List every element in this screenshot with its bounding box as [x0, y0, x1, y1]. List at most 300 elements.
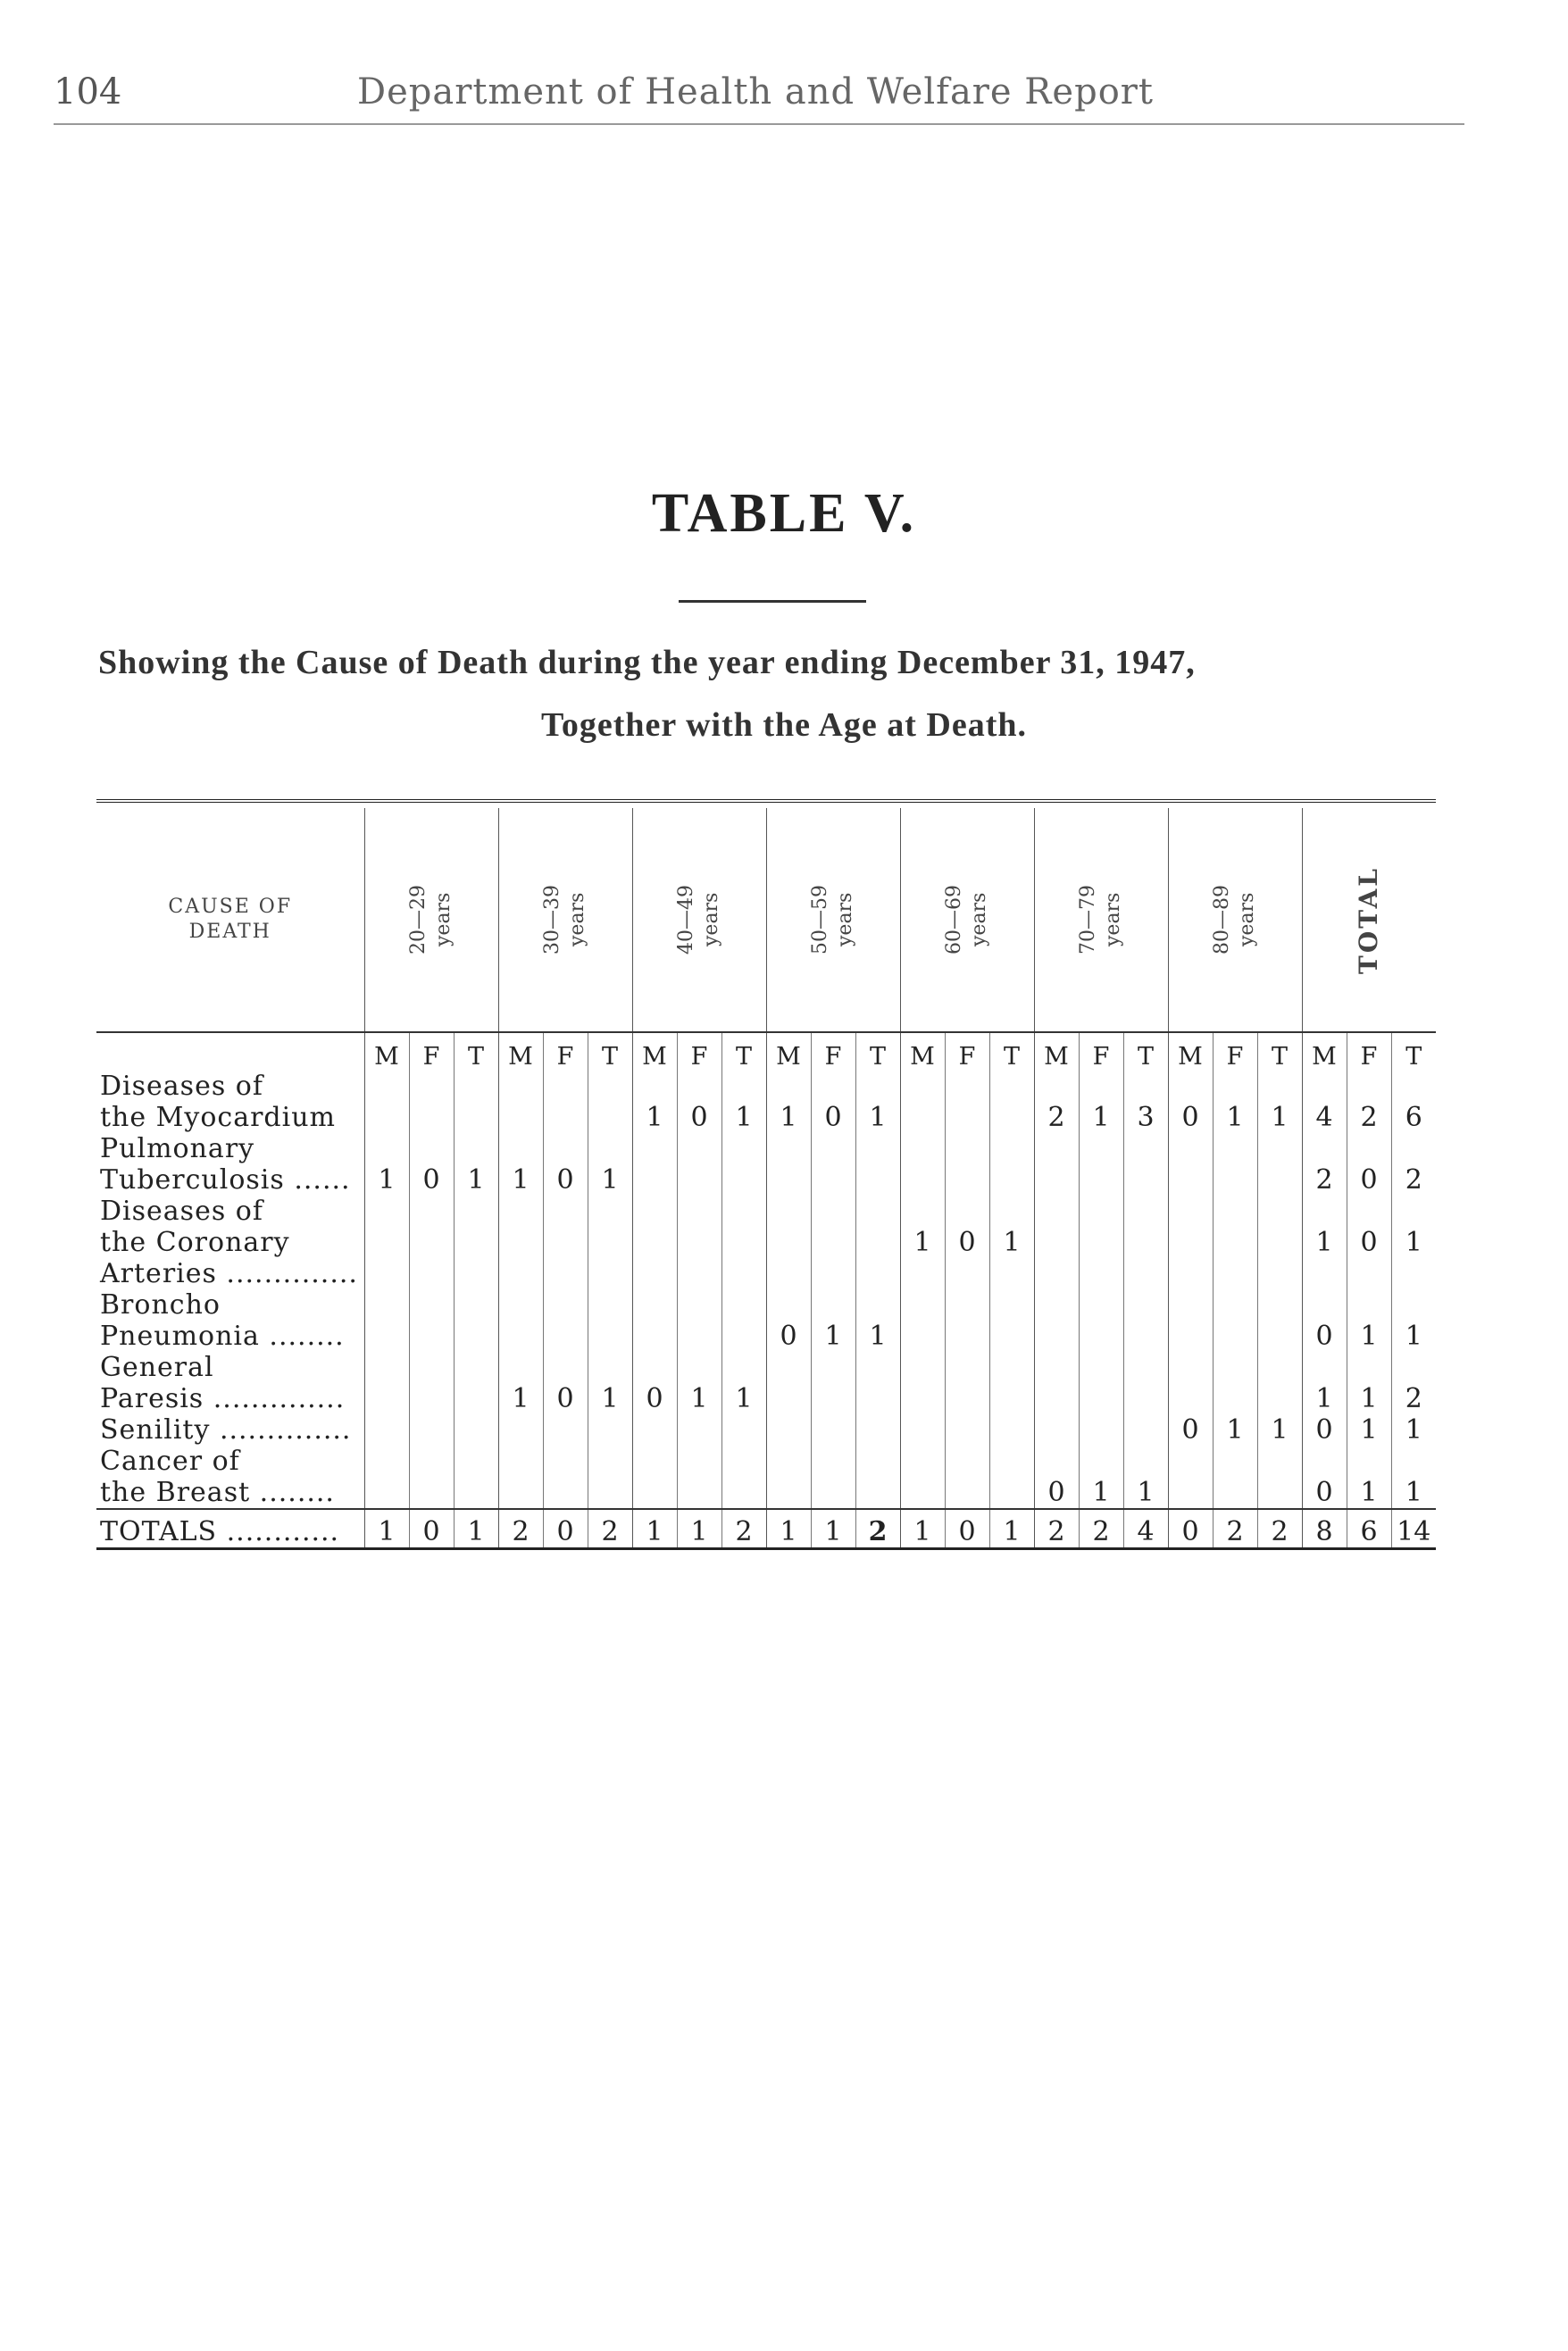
count-cell [498, 1071, 543, 1102]
count-cell: 1 [1391, 1414, 1436, 1446]
cause-header-line: CAUSE OF [168, 896, 293, 918]
count-cell: 1 [677, 1383, 721, 1414]
age-group-header [1168, 808, 1302, 1032]
count-cell [409, 1352, 454, 1383]
age-group-header [632, 808, 766, 1032]
count-cell [364, 1196, 409, 1227]
count-cell: 2 [1347, 1102, 1391, 1133]
count-cell: 0 [1034, 1477, 1079, 1509]
count-cell [498, 1227, 543, 1258]
count-cell: 2 [1034, 1102, 1079, 1133]
cause-of-death: Paresis .............. [100, 1383, 346, 1414]
count-cell [1168, 1321, 1213, 1352]
table-top-rule [96, 801, 1436, 808]
count-cell [811, 1133, 855, 1164]
age-group-label [633, 808, 766, 1031]
count-cell [364, 1102, 409, 1133]
count-cell [1257, 1477, 1302, 1509]
count-cell: 0 [1302, 1321, 1347, 1352]
count-cell [1213, 1321, 1257, 1352]
age-range: 30—39 [541, 885, 563, 955]
count-cell [1168, 1289, 1213, 1321]
count-cell [588, 1414, 632, 1446]
count-cell [454, 1196, 498, 1227]
total-count: 1 [766, 1509, 811, 1549]
count-cell [1347, 1289, 1391, 1321]
count-cell [1034, 1164, 1079, 1196]
count-cell [1079, 1133, 1123, 1164]
count-cell [588, 1102, 632, 1133]
count-cell [543, 1071, 588, 1102]
count-cell [543, 1477, 588, 1509]
count-cell: 1 [588, 1383, 632, 1414]
count-cell [1123, 1164, 1168, 1196]
count-cell [1302, 1289, 1347, 1321]
count-cell [721, 1196, 766, 1227]
count-cell [855, 1446, 900, 1477]
table-row [96, 1446, 1436, 1477]
count-cell [1168, 1352, 1213, 1383]
count-cell [855, 1383, 900, 1414]
count-cell: 1 [855, 1321, 900, 1352]
count-cell [1168, 1477, 1213, 1509]
age-range: 20—29 [407, 885, 430, 955]
count-cell [588, 1227, 632, 1258]
count-cell [1079, 1164, 1123, 1196]
count-cell [1034, 1321, 1079, 1352]
count-cell [721, 1414, 766, 1446]
count-cell [677, 1258, 721, 1289]
age-group-label [901, 808, 1034, 1031]
blank-cell [96, 1032, 364, 1071]
count-cell [409, 1446, 454, 1477]
count-cell [721, 1258, 766, 1289]
count-cell [1168, 1258, 1213, 1289]
table-row [96, 1102, 1436, 1133]
count-cell [409, 1258, 454, 1289]
sex-subheader: M [364, 1032, 409, 1071]
total-header [1302, 808, 1436, 1032]
count-cell [677, 1477, 721, 1509]
count-cell [364, 1414, 409, 1446]
sex-subheader: T [454, 1032, 498, 1071]
count-cell [900, 1071, 945, 1102]
age-range: 70—79 [1077, 885, 1099, 955]
sex-subheader: M [1034, 1032, 1079, 1071]
running-title: Department of Health and Welfare Report [357, 71, 1154, 113]
count-cell [1347, 1446, 1391, 1477]
count-cell [811, 1414, 855, 1446]
count-cell [945, 1289, 989, 1321]
count-cell [1123, 1383, 1168, 1414]
age-unit: years [566, 892, 588, 947]
count-cell [1213, 1227, 1257, 1258]
count-cell [588, 1133, 632, 1164]
count-cell [1391, 1071, 1436, 1102]
count-cell [811, 1352, 855, 1383]
count-cell [811, 1446, 855, 1477]
count-cell [989, 1289, 1034, 1321]
age-group-label [767, 808, 900, 1031]
sex-subheader: T [989, 1032, 1034, 1071]
table-row [96, 1164, 1436, 1196]
total-count: 2 [1034, 1509, 1079, 1549]
count-cell [632, 1352, 677, 1383]
count-cell [1034, 1289, 1079, 1321]
count-cell [677, 1321, 721, 1352]
count-cell [677, 1071, 721, 1102]
age-unit: years [700, 892, 722, 947]
cause-of-death-table [96, 799, 1436, 1550]
count-cell [588, 1071, 632, 1102]
count-cell [811, 1071, 855, 1102]
cause-of-death: Diseases of [100, 1071, 263, 1102]
total-count: 1 [677, 1509, 721, 1549]
running-head [54, 71, 1464, 125]
cause-of-death: the Myocardium [100, 1102, 336, 1133]
table-row [96, 1289, 1436, 1321]
count-cell [945, 1258, 989, 1289]
count-cell [1034, 1071, 1079, 1102]
sex-subheader: F [1347, 1032, 1391, 1071]
table-row [96, 1133, 1436, 1164]
count-cell [543, 1102, 588, 1133]
count-cell [1168, 1446, 1213, 1477]
count-cell [945, 1383, 989, 1414]
count-cell: 0 [677, 1102, 721, 1133]
count-cell [1347, 1133, 1391, 1164]
total-count: 0 [945, 1509, 989, 1549]
count-cell [1257, 1352, 1302, 1383]
cause-of-death: Tuberculosis ...... [100, 1164, 351, 1196]
count-cell [1079, 1446, 1123, 1477]
total-count: 0 [1168, 1509, 1213, 1549]
sex-subheader: F [409, 1032, 454, 1071]
count-cell: 1 [632, 1102, 677, 1133]
count-cell [498, 1321, 543, 1352]
count-cell [989, 1477, 1034, 1509]
count-cell [409, 1477, 454, 1509]
count-cell [945, 1414, 989, 1446]
count-cell [1213, 1071, 1257, 1102]
count-cell [1391, 1289, 1436, 1321]
count-cell [900, 1383, 945, 1414]
count-cell: 1 [811, 1321, 855, 1352]
count-cell [1302, 1196, 1347, 1227]
sex-subheader: M [1168, 1032, 1213, 1071]
count-cell [1257, 1133, 1302, 1164]
age-range-label [808, 885, 858, 955]
count-cell [766, 1164, 811, 1196]
count-cell [588, 1321, 632, 1352]
total-count: 1 [900, 1509, 945, 1549]
count-cell [989, 1164, 1034, 1196]
count-cell [1391, 1446, 1436, 1477]
count-cell [364, 1446, 409, 1477]
count-cell: 1 [1347, 1414, 1391, 1446]
count-cell [1257, 1321, 1302, 1352]
age-range: 40—49 [675, 885, 697, 955]
count-cell [632, 1258, 677, 1289]
count-cell [632, 1321, 677, 1352]
table-title: TABLE V. [651, 483, 917, 544]
count-cell: 0 [543, 1383, 588, 1414]
count-cell [588, 1446, 632, 1477]
table-row [96, 1227, 1436, 1258]
count-cell [1257, 1289, 1302, 1321]
count-cell [721, 1289, 766, 1321]
count-cell [1257, 1258, 1302, 1289]
count-cell: 1 [1213, 1414, 1257, 1446]
count-cell [454, 1289, 498, 1321]
count-cell [677, 1196, 721, 1227]
total-label: TOTAL [1354, 865, 1384, 974]
count-cell [721, 1477, 766, 1509]
count-cell [677, 1164, 721, 1196]
total-count: 1 [989, 1509, 1034, 1549]
count-cell [543, 1446, 588, 1477]
count-cell [677, 1227, 721, 1258]
count-cell: 1 [588, 1164, 632, 1196]
count-cell: 1 [1123, 1477, 1168, 1509]
age-group-header [766, 808, 900, 1032]
count-cell [1034, 1352, 1079, 1383]
count-cell: 1 [766, 1102, 811, 1133]
count-cell [1213, 1289, 1257, 1321]
count-cell [900, 1289, 945, 1321]
count-cell [1213, 1164, 1257, 1196]
count-cell: 1 [855, 1102, 900, 1133]
count-cell [454, 1133, 498, 1164]
total-count: 2 [1079, 1509, 1123, 1549]
count-cell [721, 1227, 766, 1258]
sex-subheader: F [677, 1032, 721, 1071]
count-cell [1213, 1133, 1257, 1164]
count-cell: 1 [498, 1164, 543, 1196]
count-cell: 0 [945, 1227, 989, 1258]
cause-of-death: Senility .............. [100, 1414, 352, 1446]
count-cell [811, 1227, 855, 1258]
count-cell [945, 1133, 989, 1164]
count-cell [1302, 1071, 1347, 1102]
count-cell: 1 [1391, 1477, 1436, 1509]
count-cell [1123, 1258, 1168, 1289]
count-cell [945, 1102, 989, 1133]
count-cell [945, 1196, 989, 1227]
count-cell [855, 1352, 900, 1383]
count-cell [677, 1352, 721, 1383]
total-count: 0 [543, 1509, 588, 1549]
count-cell [1213, 1258, 1257, 1289]
count-cell [409, 1321, 454, 1352]
cause-header-line: DEATH [188, 921, 271, 943]
sex-subheader: M [498, 1032, 543, 1071]
sex-subheader-row [96, 1032, 1436, 1071]
count-cell [1034, 1196, 1079, 1227]
count-cell [632, 1414, 677, 1446]
count-cell [498, 1414, 543, 1446]
count-cell [543, 1289, 588, 1321]
count-cell [588, 1289, 632, 1321]
count-cell: 1 [721, 1383, 766, 1414]
sex-subheader: T [1123, 1032, 1168, 1071]
page-number: 104 [54, 71, 122, 113]
total-count: 8 [1302, 1509, 1347, 1549]
count-cell [900, 1164, 945, 1196]
count-cell: 1 [1257, 1102, 1302, 1133]
sex-subheader: T [1391, 1032, 1436, 1071]
count-cell: 1 [1347, 1321, 1391, 1352]
age-group-header [900, 808, 1034, 1032]
table-row [96, 1071, 1436, 1102]
header-row [96, 808, 1436, 1032]
count-cell: 1 [364, 1164, 409, 1196]
table-row [96, 1196, 1436, 1227]
count-cell [989, 1258, 1034, 1289]
count-cell [1391, 1352, 1436, 1383]
count-cell [1257, 1446, 1302, 1477]
count-cell [1123, 1196, 1168, 1227]
count-cell [1123, 1071, 1168, 1102]
count-cell [945, 1071, 989, 1102]
table-row [96, 1477, 1436, 1509]
count-cell [543, 1227, 588, 1258]
count-cell [721, 1352, 766, 1383]
count-cell [543, 1352, 588, 1383]
count-cell [1347, 1258, 1391, 1289]
count-cell [409, 1383, 454, 1414]
count-cell [989, 1196, 1034, 1227]
total-count: 2 [1213, 1509, 1257, 1549]
count-cell [454, 1446, 498, 1477]
count-cell [677, 1289, 721, 1321]
count-cell [364, 1383, 409, 1414]
count-cell [1123, 1133, 1168, 1164]
count-cell [1123, 1289, 1168, 1321]
count-cell [543, 1414, 588, 1446]
count-cell [1213, 1352, 1257, 1383]
age-range: 50—59 [809, 885, 831, 955]
count-cell [498, 1258, 543, 1289]
total-count: 2 [855, 1509, 900, 1549]
count-cell: 2 [1391, 1383, 1436, 1414]
sex-subheader: T [721, 1032, 766, 1071]
caption-line-2: Together with the Age at Death. [541, 706, 1027, 744]
count-cell: 1 [1391, 1321, 1436, 1352]
count-cell [855, 1196, 900, 1227]
sex-subheader: F [1213, 1032, 1257, 1071]
total-count: 1 [632, 1509, 677, 1549]
count-cell [364, 1133, 409, 1164]
count-cell [1079, 1383, 1123, 1414]
count-cell [1302, 1133, 1347, 1164]
count-cell [498, 1102, 543, 1133]
count-cell [1257, 1164, 1302, 1196]
age-group-label [499, 808, 632, 1031]
count-cell [855, 1477, 900, 1509]
count-cell [811, 1289, 855, 1321]
count-cell [766, 1258, 811, 1289]
age-range-label [540, 885, 590, 955]
table-row [96, 1414, 1436, 1446]
count-cell: 1 [498, 1383, 543, 1414]
age-group-header [364, 808, 498, 1032]
age-range-label [1210, 885, 1260, 955]
cause-of-death: General [100, 1352, 214, 1383]
count-cell [588, 1352, 632, 1383]
count-cell: 6 [1391, 1102, 1436, 1133]
count-cell [989, 1102, 1034, 1133]
count-cell [855, 1164, 900, 1196]
count-cell [900, 1258, 945, 1289]
count-cell [945, 1164, 989, 1196]
count-cell [1302, 1352, 1347, 1383]
count-cell [454, 1383, 498, 1414]
count-cell [1034, 1133, 1079, 1164]
count-cell [855, 1071, 900, 1102]
count-cell [900, 1446, 945, 1477]
count-cell [766, 1227, 811, 1258]
count-cell [721, 1071, 766, 1102]
total-count: 1 [364, 1509, 409, 1549]
sex-subheader: M [1302, 1032, 1347, 1071]
count-cell [1168, 1383, 1213, 1414]
count-cell [1213, 1477, 1257, 1509]
count-cell [1079, 1414, 1123, 1446]
age-group-label [1169, 808, 1302, 1031]
count-cell [989, 1133, 1034, 1164]
count-cell [543, 1196, 588, 1227]
age-range-label [1076, 885, 1126, 955]
count-cell [409, 1289, 454, 1321]
count-cell: 1 [1079, 1477, 1123, 1509]
count-cell [632, 1133, 677, 1164]
count-cell: 4 [1302, 1102, 1347, 1133]
table-row [96, 1321, 1436, 1352]
table-row [96, 1383, 1436, 1414]
count-cell [766, 1477, 811, 1509]
count-cell [364, 1227, 409, 1258]
count-cell [364, 1071, 409, 1102]
count-cell [1257, 1196, 1302, 1227]
count-cell [811, 1258, 855, 1289]
count-cell [989, 1321, 1034, 1352]
sex-subheader: F [945, 1032, 989, 1071]
count-cell [588, 1258, 632, 1289]
age-range-label [674, 885, 724, 955]
count-cell: 2 [1302, 1164, 1347, 1196]
count-cell [498, 1352, 543, 1383]
count-cell: 1 [900, 1227, 945, 1258]
count-cell [409, 1102, 454, 1133]
age-range: 60—69 [943, 885, 965, 955]
count-cell: 0 [409, 1164, 454, 1196]
count-cell [632, 1477, 677, 1509]
count-cell [1034, 1414, 1079, 1446]
count-cell [1347, 1196, 1391, 1227]
count-cell [721, 1446, 766, 1477]
count-cell [811, 1164, 855, 1196]
count-cell [1391, 1196, 1436, 1227]
count-cell [766, 1352, 811, 1383]
count-cell [498, 1133, 543, 1164]
count-cell [364, 1477, 409, 1509]
count-cell [454, 1102, 498, 1133]
count-cell [989, 1352, 1034, 1383]
count-cell: 1 [1079, 1102, 1123, 1133]
age-range: 80—89 [1211, 885, 1233, 955]
count-cell [454, 1227, 498, 1258]
